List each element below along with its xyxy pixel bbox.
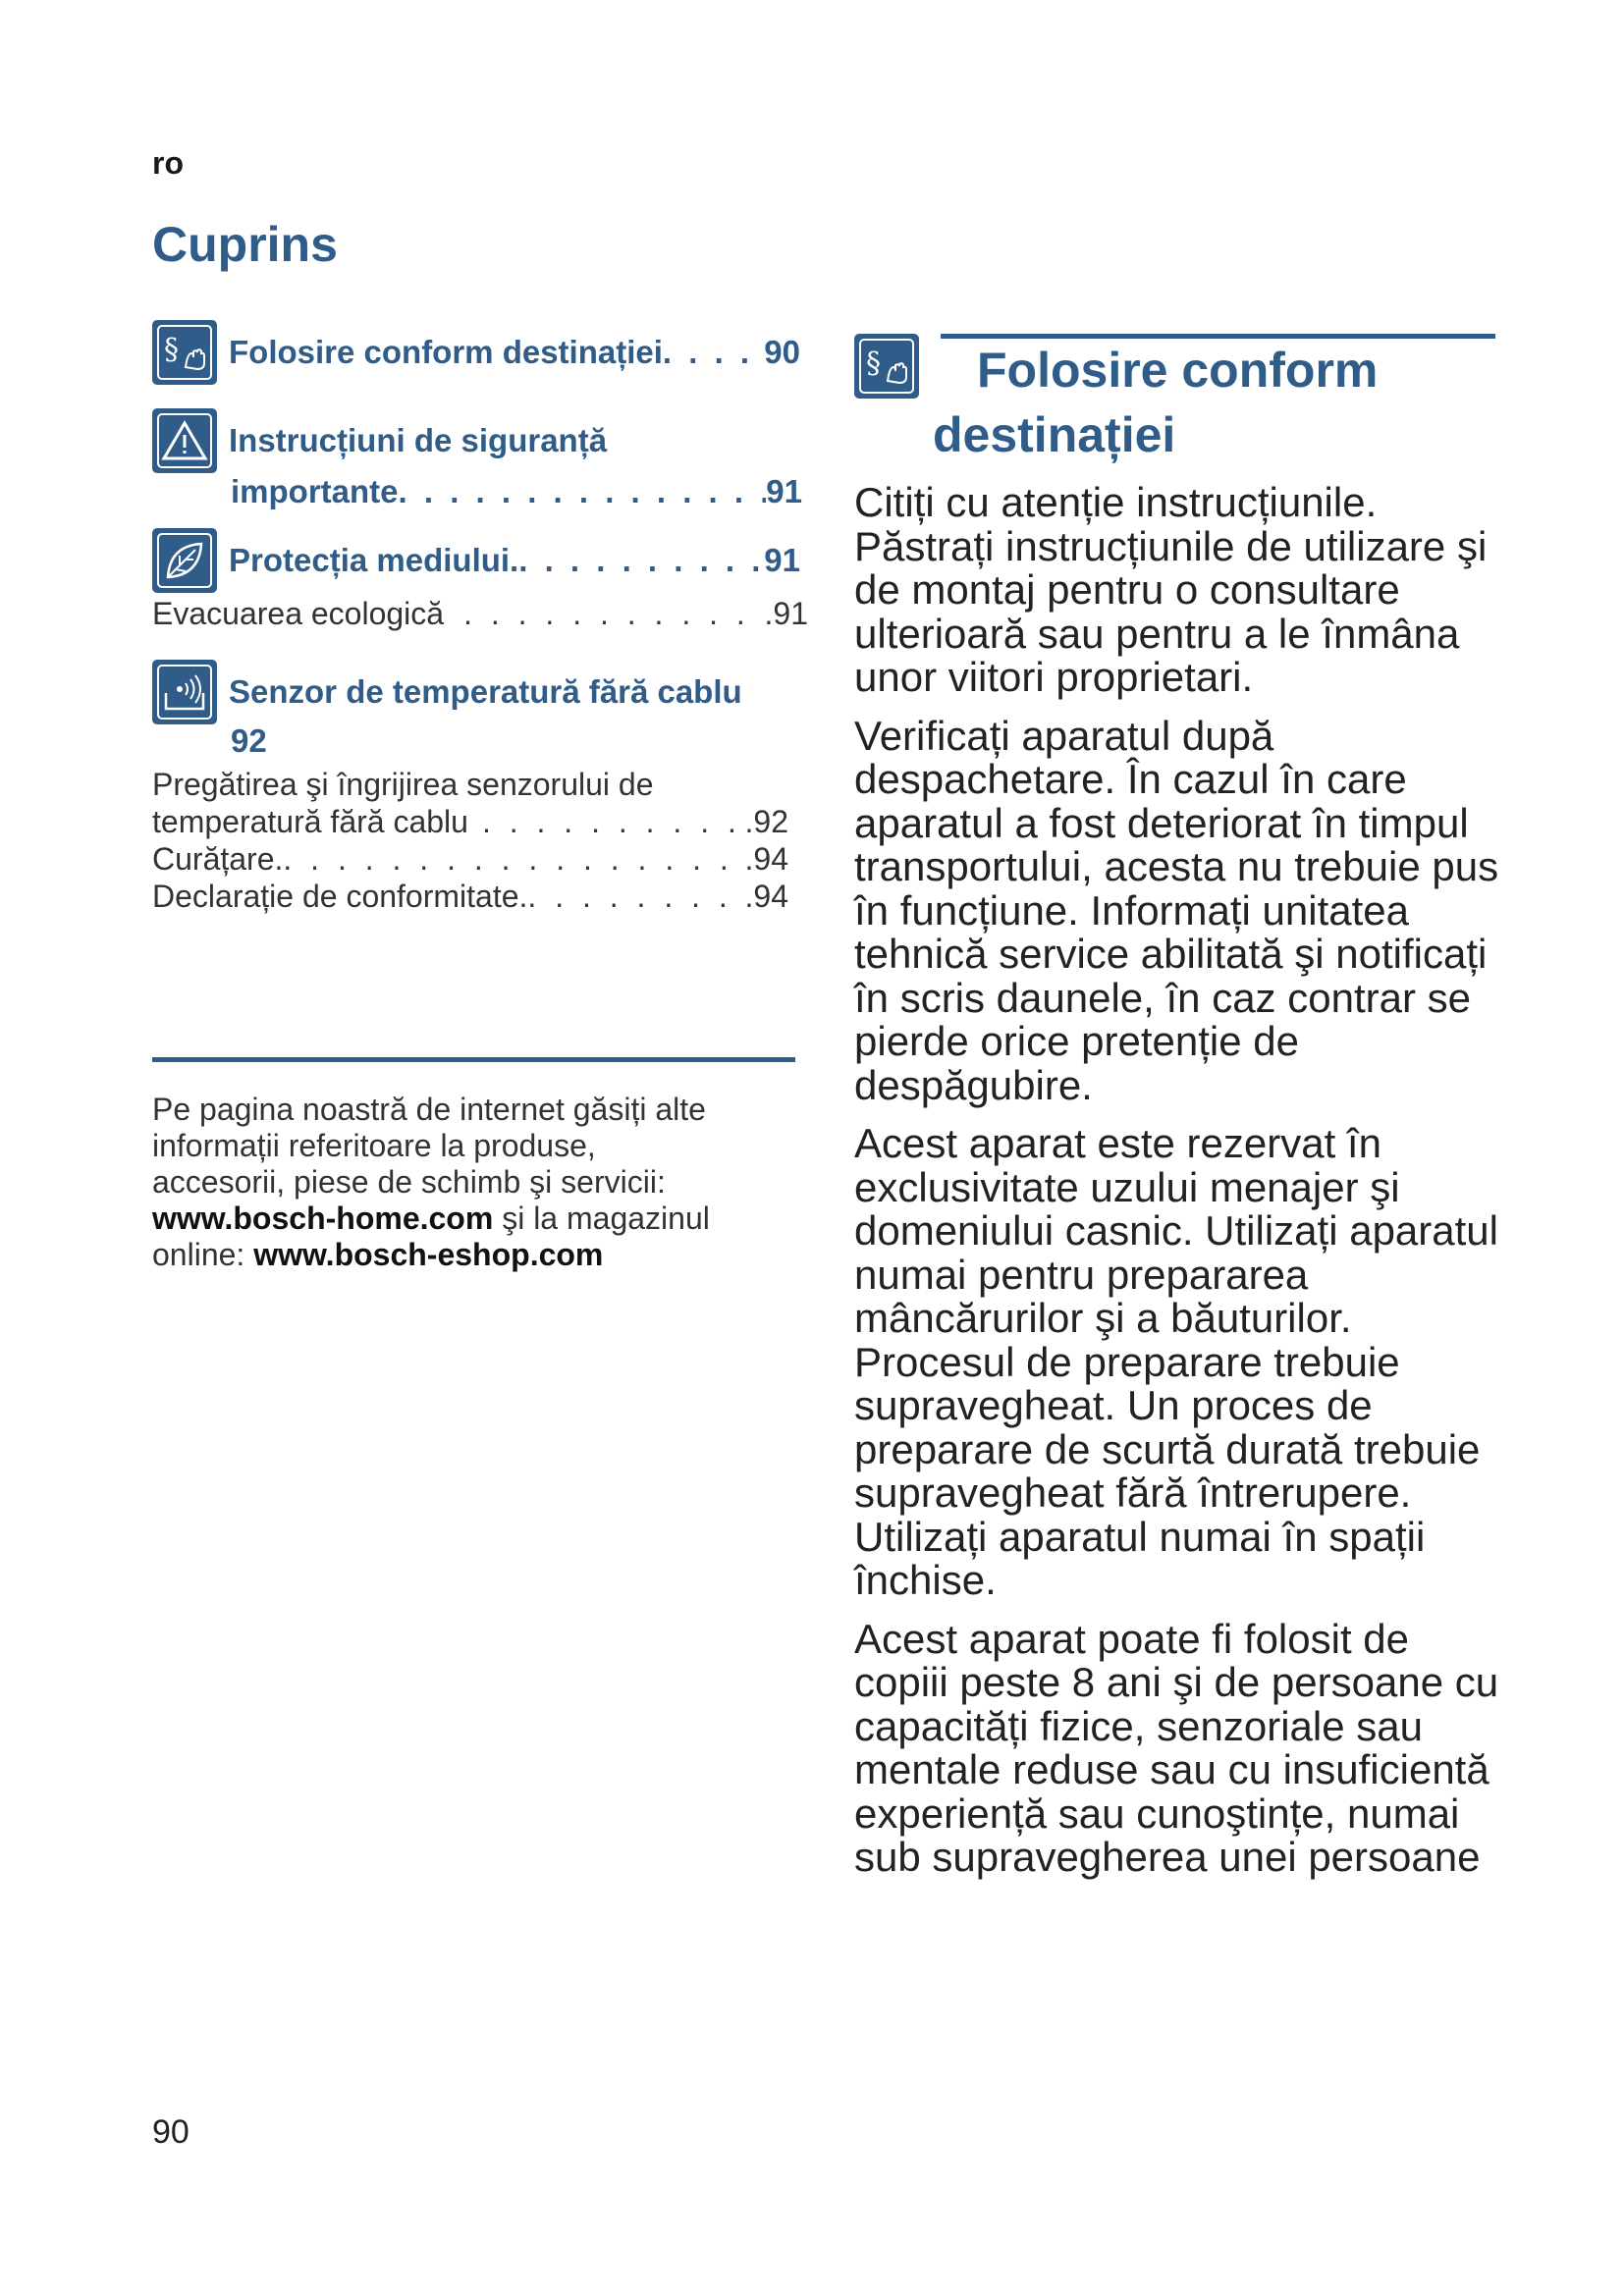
toc-leader xyxy=(399,471,767,512)
toc-leader xyxy=(663,332,764,373)
toc-page: 90 xyxy=(764,334,800,370)
paragraph: Verificați aparatul după despachetare. În cazul în care aparatul a fost deteriorat în timpul transportului, acesta nu trebuie pus în funcțiune. Informați unitatea tehnică service abilitată şi notificați în scris daunele, în caz contrar se pierde orice pretenție de despăgubire. xyxy=(854,712,1499,1108)
paragraph: Acest aparat este rezervat în exclusivitate uzului menajer şi domeniului casnic. Utilizați aparatul numai pentru prepararea mâncărurilor şi a băuturilor. Procesul de preparare trebuie supravegheat. Un proces de preparare de scurtă durată trebuie supravegheat fără întrerupere. Utilizați aparatul numai în spații închise. xyxy=(854,1120,1498,1603)
toc-leader xyxy=(283,840,744,878)
toc-label: Instrucțiuni de siguranță xyxy=(229,422,608,458)
info-line: informații referitoare la produse, xyxy=(152,1128,596,1163)
info-text: online: xyxy=(152,1237,254,1272)
info-line xyxy=(152,1237,800,1273)
divider xyxy=(152,1057,795,1062)
toc-sub-label-line xyxy=(152,766,800,803)
toc-sub-page: .92 xyxy=(744,804,788,839)
paragraph: Acest aparat poate fi folosit de copiii peste 8 ani şi de persoane cu capacități fizice, senzoriale sau mentale reduse sau cu insuficientă experiență sau cunoştințe, numai sub supravegherea unei persoane xyxy=(854,1615,1499,1880)
toc-sub-label: Curățare. xyxy=(152,841,284,877)
toc-subitem[interactable] xyxy=(152,878,788,915)
page-title: Cuprins xyxy=(152,217,338,272)
toc-page: 91 xyxy=(766,473,802,509)
toc-section-safety[interactable] xyxy=(152,408,800,512)
section-body xyxy=(854,481,1502,1895)
leaf-icon xyxy=(152,528,217,593)
section-title-line: destinației xyxy=(933,407,1176,462)
toc-leader xyxy=(468,803,745,840)
paragraph-hand-icon xyxy=(152,320,217,385)
toc-label: Protecția mediului. xyxy=(229,542,519,578)
language-code: ro xyxy=(152,145,184,181)
svg-text:§: § xyxy=(164,333,179,367)
toc-sub-page: .94 xyxy=(744,879,788,914)
toc-subitem[interactable] xyxy=(152,595,808,632)
toc-label: Senzor de temperatură fără cablu xyxy=(229,673,742,710)
section-title xyxy=(933,338,1502,467)
toc-sub-page: .91 xyxy=(764,596,808,631)
toc-leader xyxy=(444,595,764,632)
svg-text:§: § xyxy=(866,347,881,381)
toc-page: 91 xyxy=(764,542,800,578)
website-info xyxy=(152,1092,800,1273)
info-line xyxy=(152,1201,800,1237)
toc-section-intended-use[interactable] xyxy=(152,320,800,385)
toc-sub-label: temperatură fără cablu xyxy=(152,804,468,839)
paragraph: Citiți cu atenție instrucțiunile. Păstrați instrucțiunile de utilizare şi de montaj pentru o consultare ulterioară sau pentru a le înmâna unor viitori proprietari. xyxy=(854,479,1488,700)
toc-page: 92 xyxy=(231,722,267,759)
toc-label-cont: importante xyxy=(231,473,399,509)
toc-section-sensor[interactable] xyxy=(152,660,800,915)
website-link[interactable]: www.bosch-home.com xyxy=(152,1201,494,1236)
eshop-link[interactable]: www.bosch-eshop.com xyxy=(253,1237,604,1272)
toc-sub-label: Declarație de conformitate. xyxy=(152,879,528,914)
toc-leader xyxy=(527,878,744,915)
warning-triangle-icon xyxy=(152,408,217,473)
info-line: accesorii, piese de schimb şi servicii: xyxy=(152,1164,666,1200)
wireless-sensor-icon xyxy=(152,660,217,724)
toc-subitem[interactable] xyxy=(152,803,788,840)
info-line: Pe pagina noastră de internet găsiți alte xyxy=(152,1092,706,1127)
toc-label: Folosire conform destinației xyxy=(229,334,663,370)
toc-sub-label: Evacuarea ecologică xyxy=(152,596,445,631)
toc-sub-label: Pregătirea şi îngrijirea senzorului de xyxy=(152,767,654,802)
toc-leader xyxy=(518,540,764,581)
info-text: şi la magazinul xyxy=(493,1201,710,1236)
toc-section-environment[interactable] xyxy=(152,528,808,632)
paragraph-hand-icon xyxy=(854,334,919,399)
page-number: 90 xyxy=(152,2113,189,2151)
toc-subitem[interactable] xyxy=(152,840,788,878)
section-title-line: Folosire conform xyxy=(977,343,1379,398)
toc-sub-page: .94 xyxy=(744,841,788,877)
